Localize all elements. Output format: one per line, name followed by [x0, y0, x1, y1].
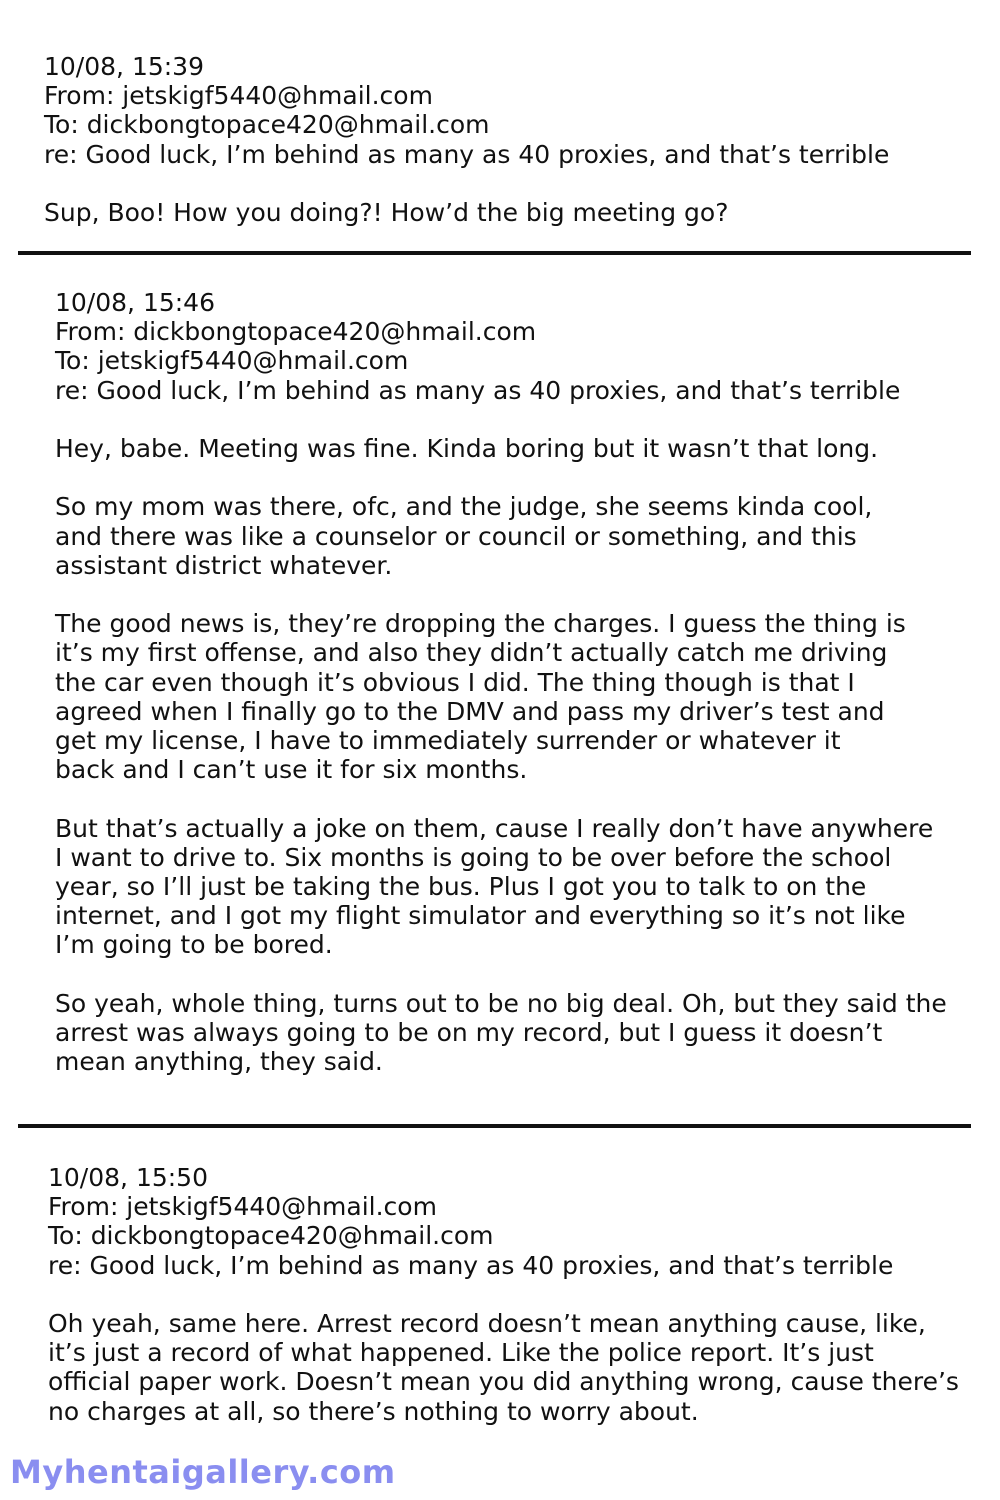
email-message [55, 288, 947, 1076]
paragraph-gap [55, 580, 947, 609]
email-body-line: official paper work. Doesn’t mean you did anything wrong, cause there’s [48, 1367, 959, 1397]
email-body-line: Sup, Boo! How you doing?! How’d the big meeting go? [44, 198, 729, 227]
email-to: To: dickbongtopace420@hmail.com [48, 1221, 494, 1251]
email-body-line: it’s my first offense, and also they didn’t actually catch me driving [55, 638, 888, 668]
email-subject: re: Good luck, I’m behind as many as 40 proxies, and that’s terrible [55, 375, 901, 405]
email-from: From: dickbongtopace420@hmail.com [55, 317, 537, 347]
email-body-line: back and I can’t use it for six months. [55, 755, 528, 785]
message-divider [18, 1124, 971, 1128]
email-body-line: Hey, babe. Meeting was fine. Kinda boring but it wasn’t that long. [55, 434, 879, 463]
email-body-line: I want to drive to. Six months is going to be over before the school [55, 842, 892, 872]
email-body-line: it’s just a record of what happened. Like the police report. It’s just [48, 1338, 874, 1368]
email-to: To: jetskigf5440@hmail.com [55, 346, 409, 376]
email-message [44, 52, 889, 227]
paragraph-gap [48, 1280, 959, 1309]
email-subject: re: Good luck, I’m behind as many as 40 proxies, and that’s terrible [48, 1250, 894, 1280]
email-body-line: internet, and I got my flight simulator and everything so it’s not like [55, 901, 906, 931]
email-body-line: the car even though it’s obvious I did. The thing though is that I [55, 667, 855, 697]
email-body-line: agreed when I finally go to the DMV and pass my driver’s test and [55, 696, 885, 726]
email-body-line: mean anything, they said. [55, 1047, 383, 1077]
paragraph-gap [55, 463, 947, 492]
email-body-line: But that’s actually a joke on them, cause I really don’t have anywhere [55, 813, 934, 843]
email-timestamp: 10/08, 15:46 [55, 288, 215, 317]
paragraph-gap [44, 169, 889, 198]
message-divider [18, 251, 971, 255]
email-subject: re: Good luck, I’m behind as many as 40 proxies, and that’s terrible [44, 139, 890, 169]
email-body-line: assistant district whatever. [55, 550, 393, 580]
paragraph-gap [55, 405, 947, 434]
watermark: Myhentaigallery.com [10, 1453, 396, 1491]
email-body-line: year, so I’ll just be taking the bus. Plus I got you to talk to on the [55, 872, 867, 901]
email-body-line: So my mom was there, ofc, and the judge, she seems kinda cool, [55, 492, 873, 522]
paragraph-gap [55, 960, 947, 989]
email-timestamp: 10/08, 15:50 [48, 1163, 208, 1192]
email-body-line: and there was like a counselor or council or something, and this [55, 521, 857, 551]
email-body-line: get my license, I have to immediately surrender or whatever it [55, 726, 841, 755]
email-timestamp: 10/08, 15:39 [44, 52, 204, 81]
email-from: From: jetskigf5440@hmail.com [48, 1192, 437, 1222]
email-from: From: jetskigf5440@hmail.com [44, 81, 433, 111]
paragraph-gap [55, 784, 947, 813]
email-body-line: Oh yeah, same here. Arrest record doesn’t mean anything cause, like, [48, 1309, 926, 1338]
email-message [48, 1163, 959, 1426]
email-body-line: no charges at all, so there’s nothing to worry about. [48, 1396, 699, 1426]
email-to: To: dickbongtopace420@hmail.com [44, 110, 490, 140]
email-body-line: So yeah, whole thing, turns out to be no big deal. Oh, but they said the [55, 988, 947, 1018]
email-body-line: arrest was always going to be on my record, but I guess it doesn’t [55, 1018, 883, 1047]
email-body-line: The good news is, they’re dropping the charges. I guess the thing is [55, 609, 906, 639]
email-body-line: I’m going to be bored. [55, 930, 333, 960]
